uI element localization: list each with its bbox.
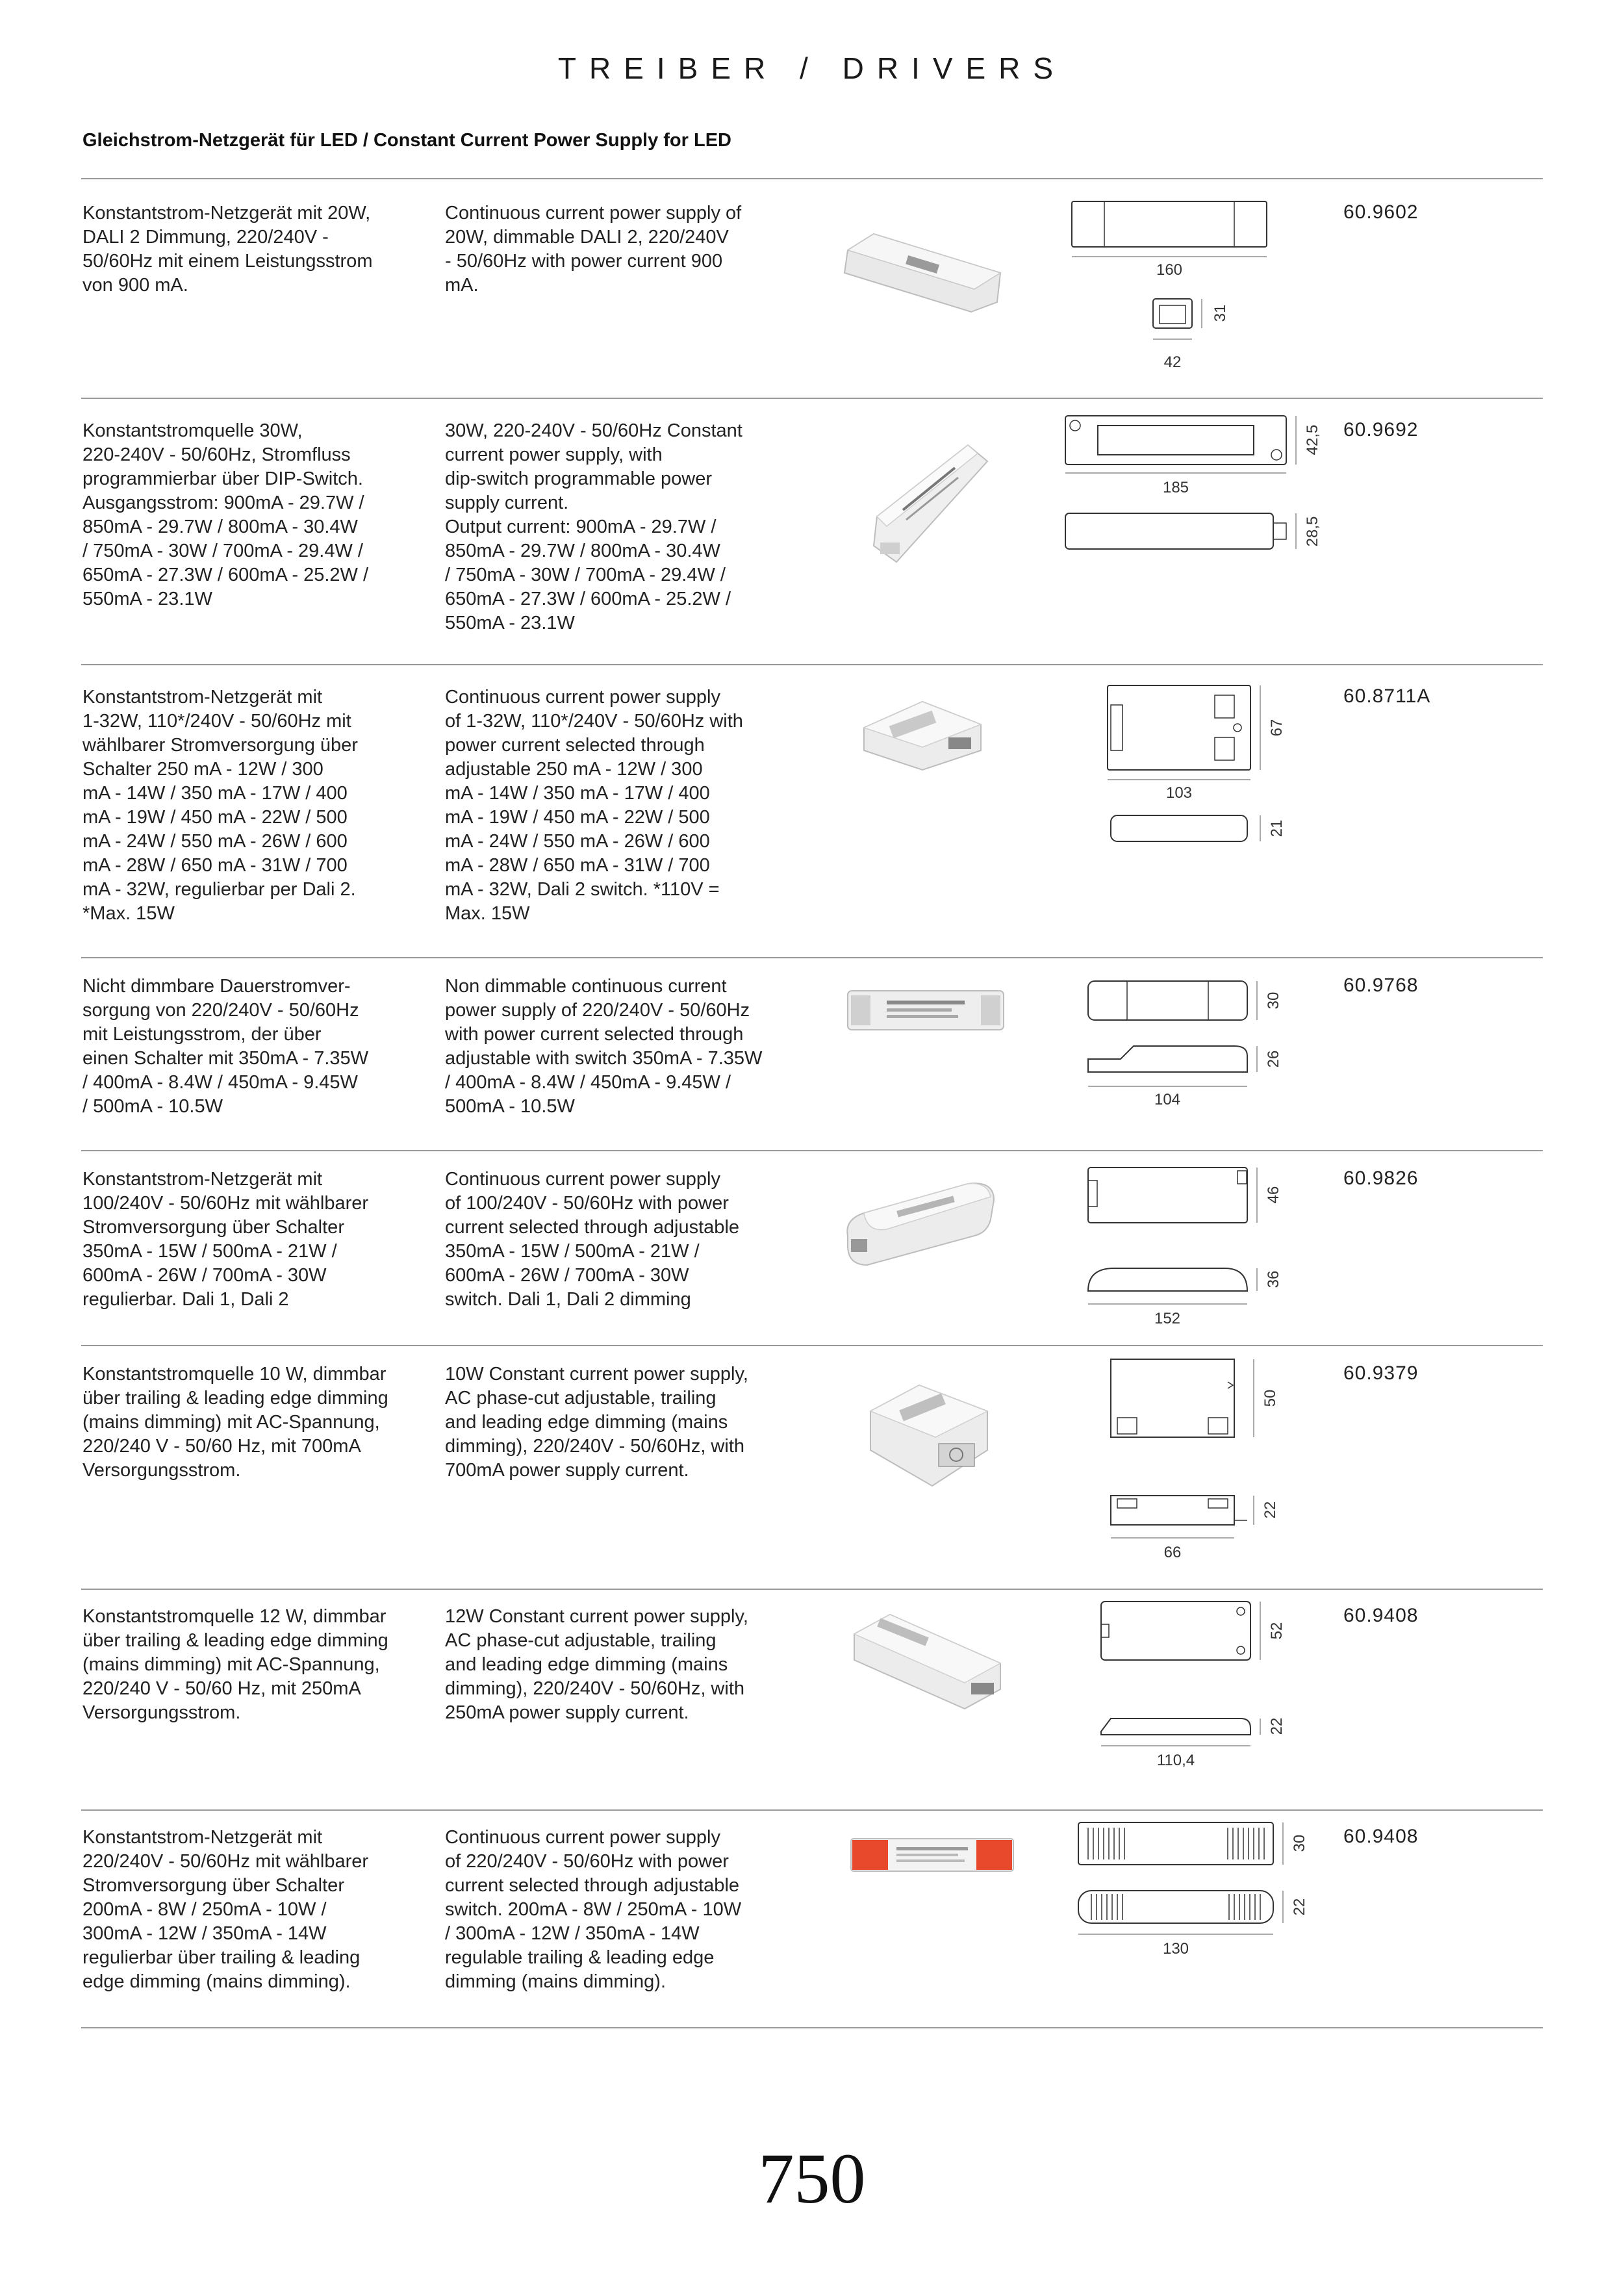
description-de: Konstantstromquelle 30W, 220-240V - 50/60Hz, Stromfluss programmierbar über DIP-Switch. Ausgangsstrom: 900mA - 29.7W / 850mA - 29.7W / 800mA - 30.4W / 750mA - 30W / 700mA - 29.4W / 650mA - 27.3W / 600mA - 25.2W / 550mA - 23.1W bbox=[82, 420, 369, 609]
technical-drawing bbox=[1052, 679, 1325, 874]
article-number: 60.9602 bbox=[1343, 201, 1419, 223]
description-de: Konstantstromquelle 10 W, dimmbar über trailing & leading edge dimming (mains dimming) mit AC-Spannung, 220/240 V - 50/60 Hz, mit 700mA Versorgungsstrom. bbox=[82, 1364, 388, 1481]
dimension-label: 104 bbox=[1154, 1091, 1181, 1108]
dimension-label: 30 bbox=[1291, 1834, 1308, 1852]
description-en: Continuous current power supply of 220/240V - 50/60Hz with power current selected through adjustable switch. 200mA - 8W / 250mA - 10W / 300mA - 12W / 350mA - 14W regulable trailing & leading edge dimming (mains dimming). bbox=[445, 1827, 742, 1992]
description-en: Continuous current power supply of 1-32W, 110*/240V - 50/60Hz with power current selected through adjustable 250 mA - 12W / 300 mA - 14W / 350 mA - 17W / 400 mA - 19W / 450 mA - 22W / 500 mA - 24W / 550 mA - 26W / 600 mA - 28W / 650 mA - 31W / 700 mA - 32W, Dali 2 switch. *110V = Max. 15W bbox=[445, 687, 743, 924]
article-number: 60.9826 bbox=[1343, 1168, 1419, 1189]
dimension-label: 36 bbox=[1265, 1270, 1282, 1288]
product-photo bbox=[861, 1372, 997, 1496]
description-en: Continuous current power supply of 20W, dimmable DALI 2, 220/240V - 50/60Hz with power current 900 mA. bbox=[445, 203, 742, 296]
description-en: 30W, 220-240V - 50/60Hz Constant current power supply, with dip-switch programmable power supply current. Output current: 900mA - 29.7W / 850mA - 29.7W / 800mA - 30.4W / 750mA - 30W / 700mA - 29.4W / 650mA - 27.3W / 600mA - 25.2W / 550mA - 23.1W bbox=[445, 420, 742, 633]
dimension-label: 22 bbox=[1291, 1898, 1308, 1916]
dimension-label: 42,5 bbox=[1304, 424, 1321, 455]
description-en: 10W Constant current power supply, AC phase-cut adjustable, trailing and leading edge dimming (mains dimming), 220/240V - 50/60Hz, with 700mA power supply current. bbox=[445, 1364, 748, 1481]
article-number: 60.9768 bbox=[1343, 975, 1419, 996]
product-photo bbox=[851, 689, 994, 773]
dimension-label: 31 bbox=[1212, 304, 1229, 322]
product-photo bbox=[844, 1829, 1020, 1881]
product-photo bbox=[857, 432, 1000, 581]
product-photo bbox=[835, 214, 1010, 318]
dimension-label: 30 bbox=[1265, 991, 1282, 1010]
technical-drawing bbox=[1052, 409, 1325, 578]
section-title: Gleichstrom-Netzgerät für LED / Constant Current Power Supply for LED bbox=[82, 130, 731, 151]
technical-drawing bbox=[1052, 1353, 1325, 1587]
divider bbox=[81, 1345, 1543, 1346]
dimension-label: 130 bbox=[1162, 1940, 1189, 1958]
dimension-label: 52 bbox=[1268, 1622, 1286, 1640]
description-de: Konstantstromquelle 12 W, dimmbar über trailing & leading edge dimming (mains dimming) mit AC-Spannung, 220/240 V - 50/60 Hz, mit 250mA Versorgungsstrom. bbox=[82, 1606, 388, 1723]
description-en: Non dimmable continuous current power supply of 220/240V - 50/60Hz with power current selected through adjustable with switch 350mA - 7.35W / 400mA - 8.4W / 450mA - 9.45W / 500mA - 10.5W bbox=[445, 976, 763, 1117]
dimension-label: 42 bbox=[1163, 353, 1182, 371]
dimension-label: 22 bbox=[1268, 1717, 1286, 1735]
dimension-label: 22 bbox=[1262, 1501, 1279, 1519]
dimension-label: 28,5 bbox=[1304, 516, 1321, 547]
technical-drawing bbox=[1052, 1816, 1325, 2011]
dimension-label: 21 bbox=[1268, 819, 1286, 837]
divider bbox=[81, 178, 1543, 179]
technical-drawing bbox=[1052, 1595, 1325, 1803]
dimension-label: 50 bbox=[1262, 1389, 1279, 1407]
dimension-label: 103 bbox=[1165, 784, 1193, 802]
description-de: Konstantstrom-Netzgerät mit 220/240V - 50/60Hz mit wählbarer Stromversorgung über Schalter 200mA - 8W / 250mA - 10W / 300mA - 12W / 350mA - 14W regulierbar über trailing & leading edge dimming (mains dimming). bbox=[82, 1827, 369, 1992]
dimension-label: 66 bbox=[1163, 1544, 1182, 1561]
article-number: 60.9408 bbox=[1343, 1826, 1419, 1847]
dimension-label: 67 bbox=[1268, 719, 1286, 737]
page-number: 750 bbox=[758, 2139, 866, 2218]
article-number: 60.9408 bbox=[1343, 1605, 1419, 1626]
divider bbox=[81, 664, 1543, 665]
divider bbox=[81, 1589, 1543, 1590]
description-de: Konstantstrom-Netzgerät mit 1-32W, 110*/240V - 50/60Hz mit wählbarer Stromversorgung über Schalter 250 mA - 12W / 300 mA - 14W / 350 mA - 17W / 400 mA - 19W / 450 mA - 22W / 500 mA - 24W / 550 mA - 26W / 600 mA - 28W / 650 mA - 31W / 700 mA - 32W, regulierbar per Dali 2. *Max. 15W bbox=[82, 687, 358, 924]
product-photo bbox=[841, 981, 1010, 1040]
technical-drawing bbox=[1052, 975, 1325, 1143]
dimension-label: 46 bbox=[1265, 1186, 1282, 1204]
technical-drawing bbox=[1052, 195, 1325, 390]
technical-drawing bbox=[1052, 1158, 1325, 1340]
page-title: TREIBER / DRIVERS bbox=[557, 51, 1067, 85]
description-de: Konstantstrom-Netzgerät mit 100/240V - 50/60Hz mit wählbarer Stromversorgung über Schalter 350mA - 15W / 500mA - 21W / 600mA - 26W / 700mA - 30W regulierbar. Dali 1, Dali 2 bbox=[82, 1169, 369, 1310]
divider bbox=[81, 1150, 1543, 1151]
divider bbox=[81, 398, 1543, 399]
divider bbox=[81, 1809, 1543, 1811]
divider bbox=[81, 957, 1543, 958]
dimension-label: 185 bbox=[1162, 479, 1189, 496]
description-en: 12W Constant current power supply, AC phase-cut adjustable, trailing and leading edge dimming (mains dimming), 220/240V - 50/60Hz, with 250mA power supply current. bbox=[445, 1606, 748, 1723]
divider bbox=[81, 2027, 1543, 2028]
dimension-label: 152 bbox=[1154, 1310, 1181, 1327]
dimension-label: 160 bbox=[1156, 261, 1183, 279]
product-photo bbox=[844, 1605, 1007, 1715]
product-photo bbox=[838, 1174, 1000, 1271]
article-number: 60.9692 bbox=[1343, 419, 1419, 441]
dimension-label: 110,4 bbox=[1156, 1752, 1195, 1769]
article-number: 60.9379 bbox=[1343, 1362, 1419, 1384]
dimension-label: 26 bbox=[1265, 1050, 1282, 1068]
article-number: 60.8711A bbox=[1343, 685, 1431, 707]
description-de: Nicht dimmbare Dauerstromver- sorgung von 220/240V - 50/60Hz mit Leistungsstrom, der über einen Schalter mit 350mA - 7.35W / 400mA - 8.4W / 450mA - 9.45W / 500mA - 10.5W bbox=[82, 976, 369, 1117]
description-de: Konstantstrom-Netzgerät mit 20W, DALI 2 Dimmung, 220/240V - 50/60Hz mit einem Leistungsstrom von 900 mA. bbox=[82, 203, 373, 296]
description-en: Continuous current power supply of 100/240V - 50/60Hz with power current selected through adjustable 350mA - 15W / 500mA - 21W / 600mA - 26W / 700mA - 30W switch. Dali 1, Dali 2 dimming bbox=[445, 1169, 740, 1310]
